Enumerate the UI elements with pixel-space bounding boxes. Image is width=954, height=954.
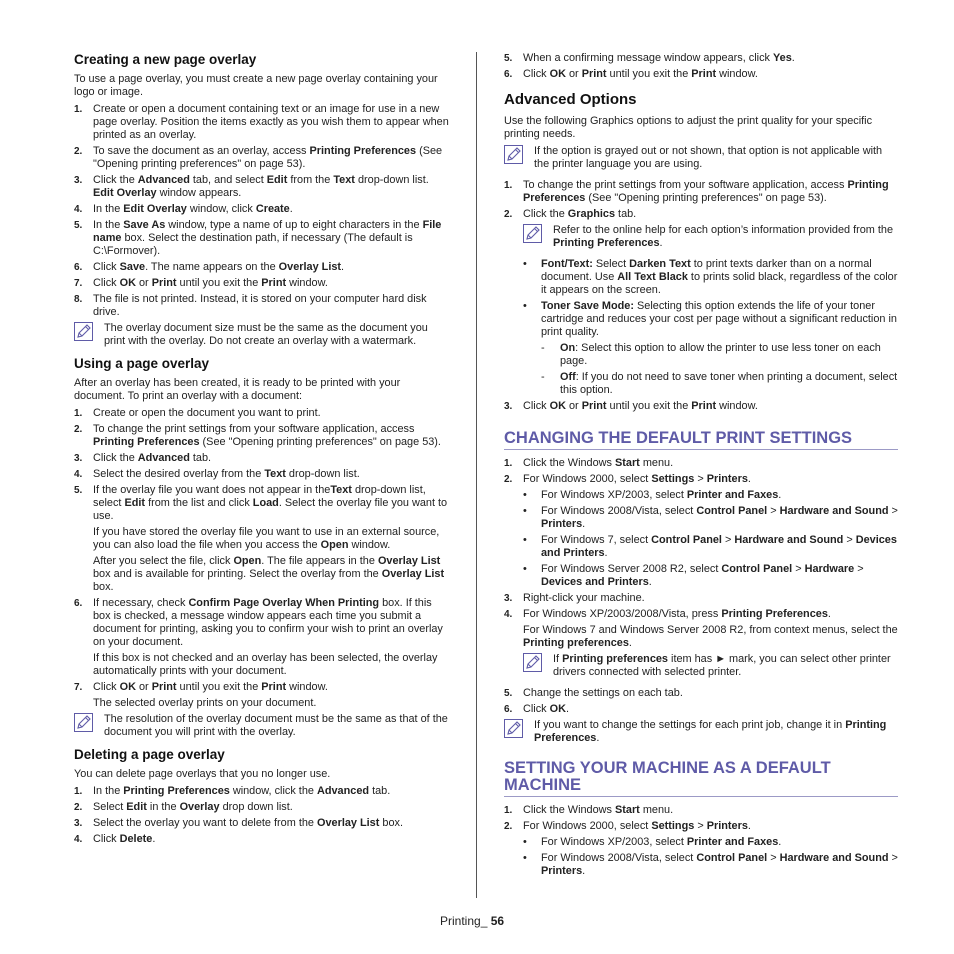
bullet-marker: • [523, 505, 527, 517]
step-subparagraph: After you select the file, click Open. The file appears in the Overlay List box and is available for printing. Select the overlay from the Overlay List box. [93, 555, 445, 593]
bullet-marker: • [523, 300, 527, 312]
step-text: To save the document as an overlay, access Printing Preferences (See "Opening printing preferences" on page 53). [93, 145, 443, 170]
creating-overlay-intro: To use a page overlay, you must create a new page overlay containing your logo or image. [74, 73, 438, 98]
bullet-item [504, 258, 898, 297]
note-text: If you want to change the settings for each print job, change it in Printing Preferences. [534, 719, 887, 744]
step-number: 1. [74, 104, 83, 115]
list-item [74, 261, 449, 274]
list-item [504, 68, 898, 81]
list-item [74, 681, 449, 710]
column-divider [476, 52, 477, 898]
step-number: 7. [74, 278, 83, 289]
list-item [504, 703, 898, 716]
changing-step-6 [504, 703, 898, 716]
step-text: Create or open the document you want to print. [93, 407, 321, 419]
step-text: Click the Advanced tab, and select Edit from the Text drop-down list. Edit Overlay window appears. [93, 174, 429, 199]
bullet-marker: • [523, 836, 527, 848]
step-number: 8. [74, 294, 83, 305]
changing-default-print-settings-heading: CHANGING THE DEFAULT PRINT SETTINGS [504, 430, 898, 450]
step-text: If necessary, check Confirm Page Overlay When Printing box. If this box is checked, a message window appears each time you submit a document for printing, asking you to confirm your wish to print an overlay on your document. [93, 597, 443, 648]
bullet-item [504, 852, 898, 878]
changing-os-bullets [504, 489, 898, 589]
step-text: Click OK or Print until you exit the Print window. [93, 681, 328, 693]
step-number: 4. [74, 834, 83, 845]
deleting-overlay-heading: Deleting a page overlay [74, 747, 225, 762]
list-item [74, 145, 449, 171]
list-item [74, 597, 449, 678]
step-subparagraph: If this box is not checked and an overlay has been selected, the overlay automatically prints with your document. [93, 652, 438, 677]
step-number: 3. [504, 593, 513, 604]
step-text: When a confirming message window appears, click Yes. [523, 52, 795, 64]
setting-step-2 [504, 820, 898, 833]
continued-steps [504, 52, 898, 81]
list-item [504, 400, 898, 413]
bullet-item [504, 836, 898, 849]
list-item [74, 293, 449, 319]
step-text: Click OK. [523, 703, 569, 715]
step-number: 5. [74, 220, 83, 231]
list-item [504, 52, 898, 65]
step-subparagraph: If you have stored the overlay file you want to use in an external source, you can also load the file when you access the Open window. [93, 526, 440, 551]
advanced-step-3 [504, 400, 898, 413]
step-text: Change the settings on each tab. [523, 687, 683, 699]
step-number: 2. [504, 821, 513, 832]
step-text: Click OK or Print until you exit the Print window. [523, 400, 758, 412]
spacer [504, 416, 898, 430]
step-number: 1. [504, 180, 513, 191]
step-text: The file is not printed. Instead, it is stored on your computer hard disk drive. [93, 293, 427, 318]
note-text: If the option is grayed out or not shown, that option is not applicable with the printer language you are using. [534, 145, 883, 170]
bullet-marker: • [523, 258, 527, 270]
note-box [504, 719, 898, 745]
right-column [504, 52, 898, 881]
bullet-marker: • [523, 489, 527, 501]
bullet-marker: • [523, 563, 527, 575]
step-subparagraph: The selected overlay prints on your document. [93, 697, 317, 709]
setting-os-bullets [504, 836, 898, 878]
step-number: 3. [74, 175, 83, 186]
list-item [504, 608, 898, 650]
bullet-item [504, 563, 898, 589]
bullet-item [504, 489, 898, 502]
step-number: 1. [74, 408, 83, 419]
list-item [74, 484, 449, 594]
step-subparagraph: For Windows 7 and Windows Server 2008 R2, from context menus, select the Printing preferences. [523, 624, 898, 649]
advanced-options-intro: Use the following Graphics options to adjust the print quality for your specific printing needs. [504, 115, 873, 140]
list-item [74, 423, 449, 449]
item-text: For Windows Server 2008 R2, select Control Panel > Hardware > Devices and Printers. [541, 563, 864, 588]
bullet-item [504, 505, 898, 531]
list-item [74, 833, 449, 846]
step-number: 1. [504, 805, 513, 816]
item-text: For Windows XP/2003, select Printer and Faxes. [541, 836, 782, 848]
step-number: 5. [74, 485, 83, 496]
step-number: 2. [504, 474, 513, 485]
list-item [504, 457, 898, 470]
left-column [74, 52, 449, 849]
step-text: Click the Graphics tab. [523, 208, 637, 220]
changing-step-1 [504, 457, 898, 470]
step-text: For Windows 2000, select Settings > Printers. [523, 473, 751, 485]
using-overlay-intro: After an overlay has been created, it is ready to be printed with your document. To print an overlay with a document: [74, 377, 401, 402]
creating-overlay-steps [74, 103, 449, 319]
step-number: 4. [504, 609, 513, 620]
step-text: In the Save As window, type a name of up to eight characters in the File name box. Select the destination path, if necessary (The default is C:\Formover). [93, 219, 442, 257]
step-number: 2. [74, 802, 83, 813]
list-item [74, 452, 449, 465]
changing-step-3 [504, 592, 898, 605]
dash-item [504, 342, 898, 368]
dash-item [504, 371, 898, 397]
using-overlay-steps [74, 407, 449, 710]
step-text: Click OK or Print until you exit the Print window. [523, 68, 758, 80]
note-box [523, 653, 898, 679]
step-text: For Windows 2000, select Settings > Printers. [523, 820, 751, 832]
list-item [504, 804, 898, 817]
using-overlay-heading: Using a page overlay [74, 356, 210, 371]
list-item [74, 219, 449, 258]
step-number: 6. [504, 704, 513, 715]
list-item [74, 203, 449, 216]
dash-marker: - [541, 342, 545, 354]
step-number: 2. [74, 146, 83, 157]
step-number: 6. [504, 69, 513, 80]
note-text: The resolution of the overlay document must be the same as that of the document you will print with the overlay. [104, 713, 448, 738]
step-text: Click Save. The name appears on the Overlay List. [93, 261, 345, 273]
step-text: Click the Windows Start menu. [523, 457, 674, 469]
changing-step-5 [504, 687, 898, 700]
step-text: In the Printing Preferences window, click the Advanced tab. [93, 785, 391, 797]
note-box [504, 145, 898, 171]
toner-save-options [504, 342, 898, 397]
step-number: 1. [74, 786, 83, 797]
list-item [74, 468, 449, 481]
list-item [504, 208, 898, 221]
footer-label: Printing_ [440, 914, 488, 928]
step-number: 2. [74, 424, 83, 435]
note-pencil-icon [523, 653, 542, 672]
note-box [523, 224, 898, 250]
note-pencil-icon [523, 224, 542, 243]
deleting-overlay-steps [74, 785, 449, 846]
page-number: 56 [490, 914, 505, 928]
step-number: 2. [504, 209, 513, 220]
step-text: For Windows XP/2003/2008/Vista, press Printing Preferences. [523, 608, 831, 620]
bullet-marker: • [523, 534, 527, 546]
spacer [504, 84, 898, 91]
step-text: Select the overlay you want to delete from the Overlay List box. [93, 817, 403, 829]
step-text: Right-click your machine. [523, 592, 645, 604]
advanced-steps-1 [504, 179, 898, 221]
step-text: To change the print settings from your software application, access Printing Preferences (See "Opening printing preferences" on page 53). [523, 179, 889, 204]
step-number: 4. [74, 469, 83, 480]
step-text: Click Delete. [93, 833, 156, 845]
list-item [504, 687, 898, 700]
note-text: The overlay document size must be the same as the document you print with the overlay. Do not create an overlay with a watermark. [104, 322, 428, 347]
item-text: Off: If you do not need to save toner when printing a document, select this option. [560, 371, 898, 396]
bullet-item [504, 300, 898, 339]
bullet-item [504, 534, 898, 560]
step-number: 3. [74, 453, 83, 464]
item-text: For Windows 2008/Vista, select Control Panel > Hardware and Sound > Printers. [541, 505, 898, 530]
step-number: 3. [504, 401, 513, 412]
changing-step-4 [504, 608, 898, 650]
note-box [74, 713, 449, 739]
item-text: For Windows 7, select Control Panel > Hardware and Sound > Devices and Printers. [541, 534, 897, 559]
step-number: 4. [74, 204, 83, 215]
deleting-overlay-intro: You can delete page overlays that you no longer use. [74, 768, 331, 780]
list-item [74, 174, 449, 200]
step-text: Select Edit in the Overlay drop down list. [93, 801, 293, 813]
dash-marker: - [541, 371, 545, 383]
step-number: 3. [74, 818, 83, 829]
list-item [504, 820, 898, 833]
item-text: For Windows XP/2003, select Printer and Faxes. [541, 489, 782, 501]
note-text: Refer to the online help for each option’s information provided from the Printing Preferences. [553, 224, 894, 249]
bullet-marker: • [523, 852, 527, 864]
step-text: Click the Advanced tab. [93, 452, 212, 464]
changing-step-2 [504, 473, 898, 486]
item-text: On: Select this option to allow the printer to use less toner on each page. [560, 342, 881, 367]
list-item [504, 473, 898, 486]
step-number: 5. [504, 688, 513, 699]
list-item [74, 103, 449, 142]
step-number: 6. [74, 598, 83, 609]
page-footer [440, 915, 560, 928]
bullet-text: Font/Text: Select Darken Text to print texts darker than on a normal document. Use All Text Black to prints solid black, regardless of the color it appears on the screen. [541, 258, 898, 296]
note-pencil-icon [504, 145, 523, 164]
list-item [504, 179, 898, 205]
bullet-text: Toner Save Mode: Selecting this option extends the life of your toner cartridge and reduces your cost per page without a significant reduction in print quality. [541, 300, 897, 338]
step-text: To change the print settings from your software application, access Printing Preferences (See "Opening printing preferences" on page 53). [93, 423, 441, 448]
step-text: If the overlay file you want does not appear in theText drop-down list, select Edit from the list and click Load. Select the overlay file you want to use. [93, 484, 448, 522]
advanced-bullets [504, 258, 898, 339]
step-text: In the Edit Overlay window, click Create. [93, 203, 293, 215]
list-item [74, 785, 449, 798]
step-text: Click OK or Print until you exit the Print window. [93, 277, 328, 289]
creating-overlay-heading: Creating a new page overlay [74, 52, 257, 67]
step-number: 7. [74, 682, 83, 693]
step-number: 5. [504, 53, 513, 64]
note-box [74, 322, 449, 348]
list-item [504, 592, 898, 605]
step-number: 1. [504, 458, 513, 469]
note-pencil-icon [74, 713, 93, 732]
setting-step-1 [504, 804, 898, 817]
list-item [74, 817, 449, 830]
step-text: Create or open a document containing text or an image for use in a new page overlay. Position the items exactly as you wish them to appear when printed as an overlay. [93, 103, 449, 141]
item-text: For Windows 2008/Vista, select Control Panel > Hardware and Sound > Printers. [541, 852, 898, 877]
step-text: Select the desired overlay from the Text drop-down list. [93, 468, 360, 480]
advanced-options-heading: Advanced Options [504, 91, 637, 108]
list-item [74, 801, 449, 814]
list-item [74, 407, 449, 420]
note-text: If Printing preferences item has ► mark, you can select other printer drivers connected with selected printer. [553, 653, 891, 678]
list-item [74, 277, 449, 290]
step-text: Click the Windows Start menu. [523, 804, 674, 816]
note-pencil-icon [74, 322, 93, 341]
setting-default-machine-heading: SETTING YOUR MACHINE AS A DEFAULT MACHINE [504, 760, 898, 797]
note-pencil-icon [504, 719, 523, 738]
step-number: 6. [74, 262, 83, 273]
